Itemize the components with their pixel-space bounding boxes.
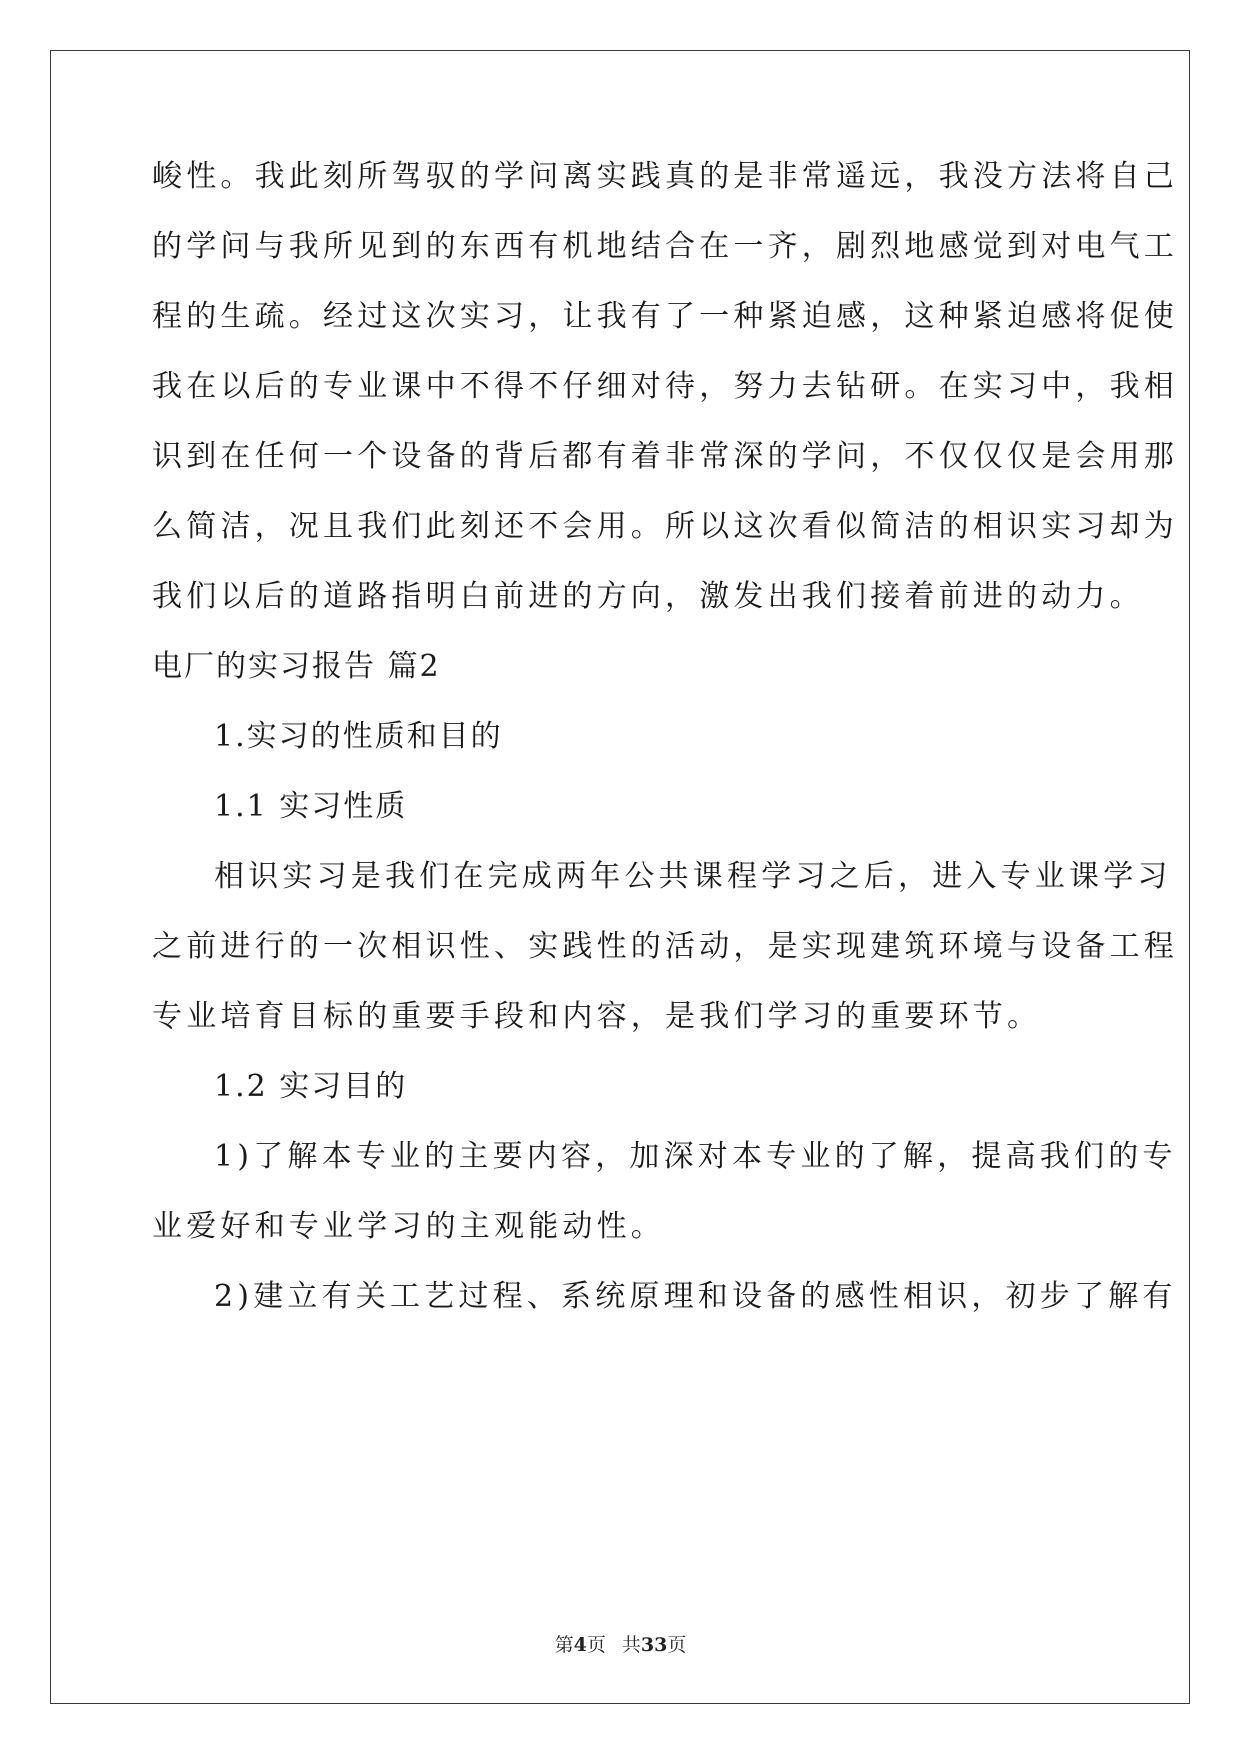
paragraph-line: 的学问与我所见到的东西有机地结合在一齐，剧烈地感觉到对电气工 [152,229,1178,264]
section-heading: 电厂的实习报告 篇2 [152,649,441,684]
page-footer [0,1630,1241,1657]
paragraph-line: 我在以后的专业课中不得不仔细对待，努力去钻研。在实习中，我相 [152,369,1178,404]
subsection-heading: 1.2 实习目的 [214,1069,408,1104]
paragraph-line: 我们以后的道路指明白前进的方向，激发出我们接着前进的动力。 [152,579,1144,614]
paragraph-line: 识到在任何一个设备的背后都有着非常深的学问，不仅仅仅是会用那 [152,439,1178,474]
page-prefix: 第 [554,1634,574,1656]
subsection-heading: 1.实习的性质和目的 [214,719,503,754]
paragraph-line: 之前进行的一次相识性、实践性的活动，是实现建筑环境与设备工程 [152,929,1178,964]
total-suffix: 页 [667,1634,687,1656]
paragraph-line: 么简洁，况且我们此刻还不会用。所以这次看似简洁的相识实习却为 [152,509,1178,544]
paragraph-line: 相识实习是我们在完成两年公共课程学习之后，进入专业课学习 [214,859,1172,894]
paragraph-line: 程的生疏。经过这次实习，让我有了一种紧迫感，这种紧迫感将促使 [152,299,1178,334]
total-prefix: 共 [621,1634,641,1656]
paragraph-line: 专业培育目标的重要手段和内容，是我们学习的重要环节。 [152,999,1042,1034]
page-suffix: 页 [586,1634,606,1656]
paragraph-line: 1)了解本专业的主要内容，加深对本专业的了解，提高我们的专 [214,1139,1177,1174]
paragraph-line: 业爱好和专业学习的主观能动性。 [152,1209,665,1244]
total-pages: 33 [640,1634,668,1656]
subsection-heading: 1.1 实习性质 [214,789,408,824]
page-number: 4 [573,1634,587,1656]
paragraph-line: 2)建立有关工艺过程、系统原理和设备的感性相识，初步了解有 [214,1279,1177,1314]
paragraph-line: 峻性。我此刻所驾驭的学问离实践真的是非常遥远，我没方法将自己 [152,159,1178,194]
